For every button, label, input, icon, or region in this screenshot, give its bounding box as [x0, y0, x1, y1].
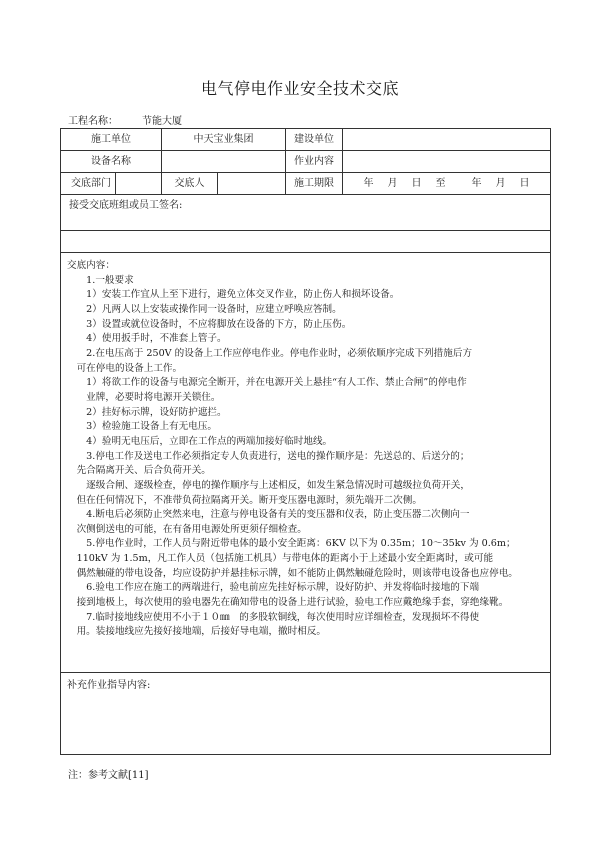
disclosure-form [60, 128, 551, 755]
content-line: 3.停电工作及送电工作必须指定专人负责进行，送电的操作顺序是：先送总的、后送分的； [67, 450, 470, 462]
project-value: 节能大厦 [142, 116, 182, 127]
content-line: 2.在电压高于 250V 的设备上工作应停电作业。停电作业时，必须依顺序完成下列措施后方 [67, 347, 473, 359]
dept-label: 交底部门 [61, 173, 116, 194]
content-line: 110kV 为 1.5m，凡工作人员（包括施工机具）与带电体的距离小于上述最小安全距离时，或可能 [67, 553, 494, 565]
content-line: 5.停电作业时，工作人员与附近带电体的最小安全距离：6KV 以下为 0.35m；10～35kv 为 0.6m； [67, 538, 516, 550]
content-line: 1）安装工作宜从上至下进行，避免立体交叉作业，防止伤人和损坏设备。 [67, 289, 400, 301]
content-line: 用。装接地线应先接好接地端，后接好导电端，撤时相反。 [67, 626, 327, 638]
construction-unit-label: 施工单位 [61, 129, 162, 150]
content-section [61, 253, 550, 673]
content-line: 7.临时接地线应使用不小于１０㎜ 的多股软铜线，每次使用时应详细检查，发现损坏不得使 [67, 611, 480, 623]
content-line: 业牌，必要时将电源开关锁住。 [67, 391, 221, 403]
content-line: 4.断电后必须防止突然来电，注意与停电设备有关的变压器和仪表，防止变压器二次侧向一 [67, 509, 470, 521]
person-label: 交底人 [162, 173, 218, 194]
period-value[interactable]: 年 月 日 至 年 月 日 [363, 178, 532, 189]
supplement-label: 补充作业指导内容: [67, 680, 151, 691]
content-line: 2）凡两人以上安装或操作同一设备时，应建立呼唤应答制。 [67, 303, 342, 315]
content-line: 次侧倒送电的可能，在有备用电源处所更须仔细检查。 [67, 523, 307, 535]
content-line: 但在任何情况下，不准带负荷拉隔离开关。断开变压器电源时，须先端开二次侧。 [67, 494, 422, 506]
row-disclosure [61, 173, 550, 195]
content-body [67, 259, 545, 640]
person-value[interactable] [218, 173, 286, 194]
content-line: 4）使用扳手时，不准套上管子。 [67, 333, 227, 345]
content-line: 交底内容： [67, 260, 115, 271]
building-unit-label: 建设单位 [286, 129, 343, 150]
building-unit-value[interactable] [343, 129, 552, 150]
content-line: 偶然触碰的带电设备，均应设防护并悬挂标示牌，如不能防止偶然触碰危险时，则该带电设备也应停电。 [67, 567, 518, 579]
document-title: 电气停电作业安全技术交底 [200, 79, 399, 98]
period-label: 施工期限 [286, 173, 343, 194]
content-line: 3）检验施工设备上有无电压。 [67, 421, 218, 433]
construction-unit-value: 中天宝业集团 [162, 129, 286, 150]
project-line [68, 112, 182, 127]
content-line: 接到地极上，每次使用的验电器先在确知带电的设备上进行试验，验电工作应戴绝缘手套，穿绝缘靴。 [67, 597, 509, 609]
equipment-name-value[interactable] [162, 151, 286, 172]
reference-note: 注：参考文献[11] [68, 770, 149, 781]
row-signature-blank[interactable] [61, 231, 550, 253]
content-line: 可在停电的设备上工作。 [67, 362, 183, 374]
content-line: 4）验明无电压后，立即在工作点的两端加接好临时地线。 [67, 435, 333, 447]
content-line: 3）设置或就位设备时，不应将脚放在设备的下方，防止压伤。 [67, 318, 352, 330]
content-line: 1.一般要求 [67, 274, 134, 286]
equipment-name-label: 设备名称 [61, 151, 162, 172]
work-content-value[interactable] [343, 151, 552, 172]
row-signature [61, 195, 550, 231]
content-line: 逐级合闸、逐级检查，停电的操作顺序与上述相反，如发生紧急情况时可越级拉负荷开关， [67, 479, 470, 491]
content-line: 6.验电工作应在施工的两端进行，验电前应先挂好标示牌，设好防护、并发将临时接地的下端 [67, 582, 480, 594]
row-equipment [61, 151, 550, 173]
work-content-label: 作业内容 [286, 151, 343, 172]
content-line: 先合隔离开关、后合负荷开关。 [67, 465, 211, 477]
supplement-section [61, 673, 550, 756]
project-label: 工程名称： [68, 116, 118, 127]
content-line: 1）将欲工作的设备与电源完全断开，并在电源开关上悬挂“有人工作、禁止合闸”的停电作 [67, 377, 467, 389]
row-units [61, 129, 550, 151]
content-line: 2）挂好标示牌，设好防护遮拦。 [67, 406, 227, 418]
dept-value[interactable] [116, 173, 162, 194]
signature-label: 接受交底班组或员工签名: [69, 200, 183, 211]
